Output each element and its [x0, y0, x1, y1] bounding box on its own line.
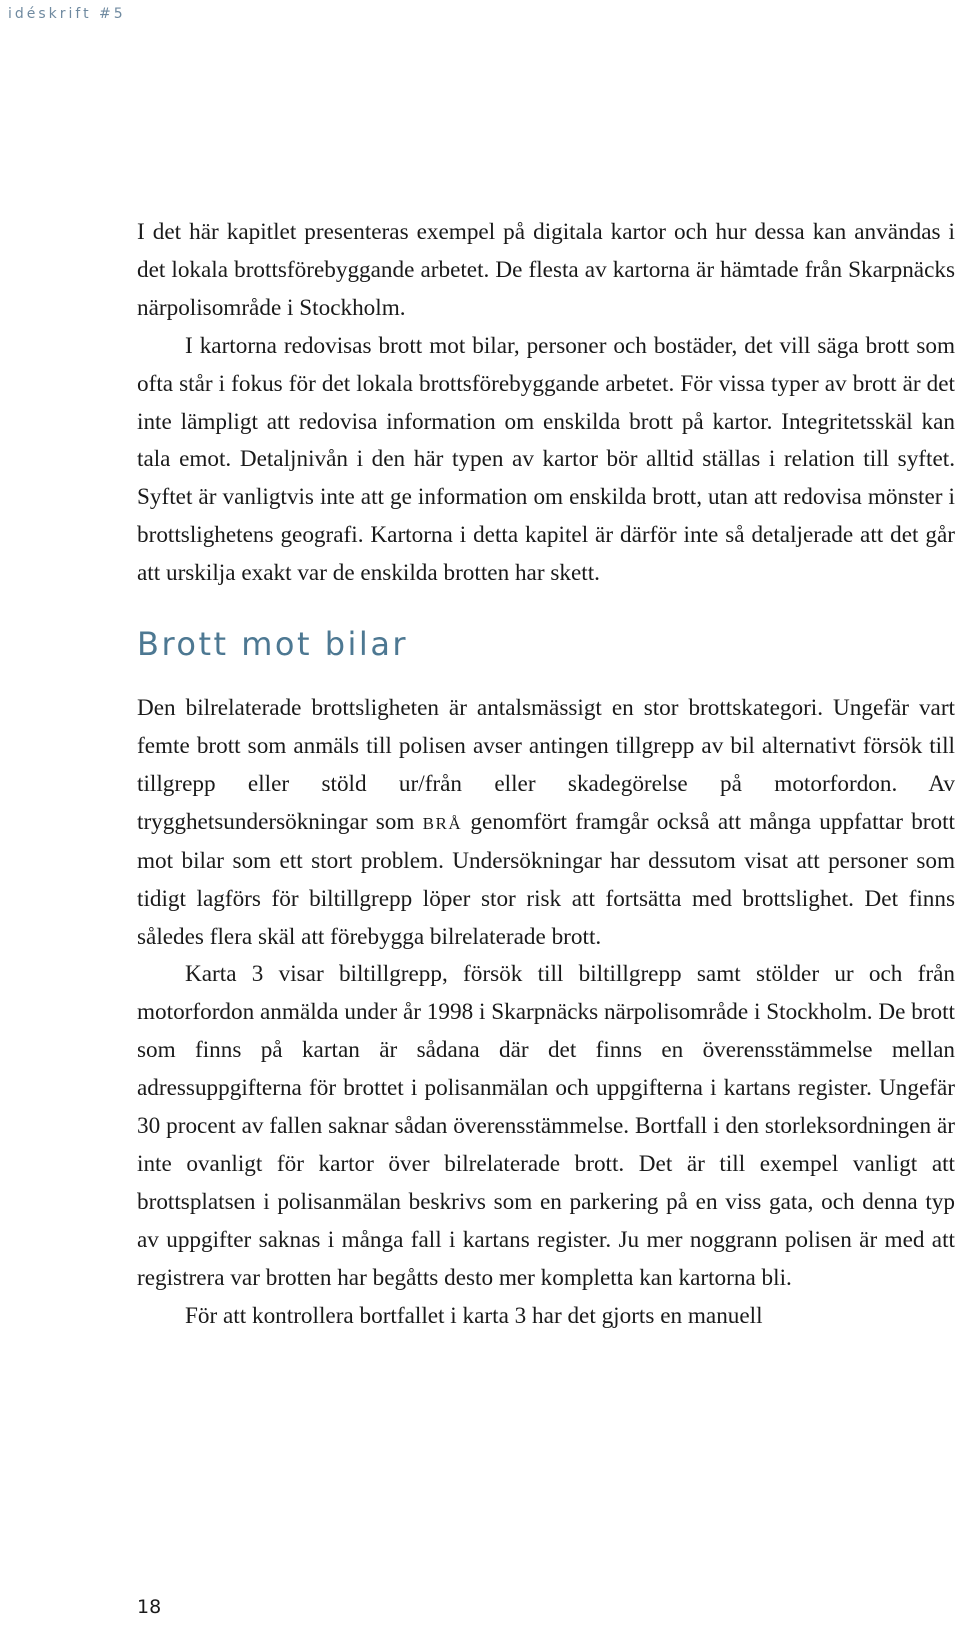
section-paragraph-3: För att kontrollera bortfallet i karta 3 har det gjorts en manuell [185, 1302, 763, 1329]
running-header: idéskrift #5 [8, 6, 126, 22]
intro-paragraph-1: I det här kapitlet presenteras exempel på digitala kartor och hur dessa kan användas i det lokala brottsförebyggande arbetet. De flesta av kartorna är hämtade från Skarpnäcks närpolisområde i Stockholm. [137, 219, 955, 321]
intro-paragraph-2: I kartorna redovisas brott mot bilar, personer och bostäder, det vill säga brott som ofta står i fokus för det lokala brottsförebyggande arbetet. För vissa typer av brott är det inte lämpligt att redovisa information om enskilda brott på kartor. Integritetsskäl kan tala emot. Detaljnivån i den här typen av kartor bör alltid ställas i relation till syftet. Syftet är vanligtvis inte att ge information om enskilda brott, utan att redovisa mönster i brottslighetens geografi. Kartorna i detta kapitel är därför inte så detaljerade att det går att urskilja exakt var de enskilda brotten har skett. [137, 332, 955, 587]
abbreviation-bra: BRÅ [422, 813, 463, 833]
section-paragraph-1 [137, 690, 955, 956]
section-paragraph-1-end: genomfört framgår också att många uppfattar brott mot bilar som ett stort problem. Undersökningar har dessutom visat att personer som tidigt lagförs för biltillgrepp löper stor risk att fortsätta med brottslighet. Det finns således flera skäl att förebygga bilrelaterade brott. [137, 808, 955, 950]
main-content [137, 214, 955, 1335]
page-number: 18 [137, 1596, 162, 1618]
section-paragraph-1-start: Den bilrelaterade brottsligheten är antalsmässigt en stor brottskategori. Ungefär vart femte brott som anmäls till polisen avser antingen tillgrepp av bil alternativt försök till tillgrepp eller stöld ur/från eller skadegörelse på motorfordon. Av trygghetsundersökningar som [137, 695, 955, 835]
section-paragraph-2: Karta 3 visar biltillgrepp, försök till biltillgrepp samt stölder ur och från motorfordon anmälda under år 1998 i Skarpnäcks närpolisområde i Stockholm. De brott som finns på kartan är sådana där det finns en överensstämmelse mellan adressuppgifterna för brottet i polisanmälan och uppgifterna i kartans register. Ungefär 30 procent av fallen saknar sådan överensstämmelse. Bortfall i den storleksordningen är inte ovanligt för kartor över bilrelaterade brott. Det är till exempel vanligt att brottsplatsen i polisanmälan beskrivs som en parkering på en viss gata, och denna typ av uppgifter saknas i många fall i kartans register. Ju mer noggrann polisen är med att registrera var brotten har begåtts desto mer kompletta kan kartorna bli. [137, 961, 955, 1291]
section-heading: Brott mot bilar [137, 625, 409, 664]
